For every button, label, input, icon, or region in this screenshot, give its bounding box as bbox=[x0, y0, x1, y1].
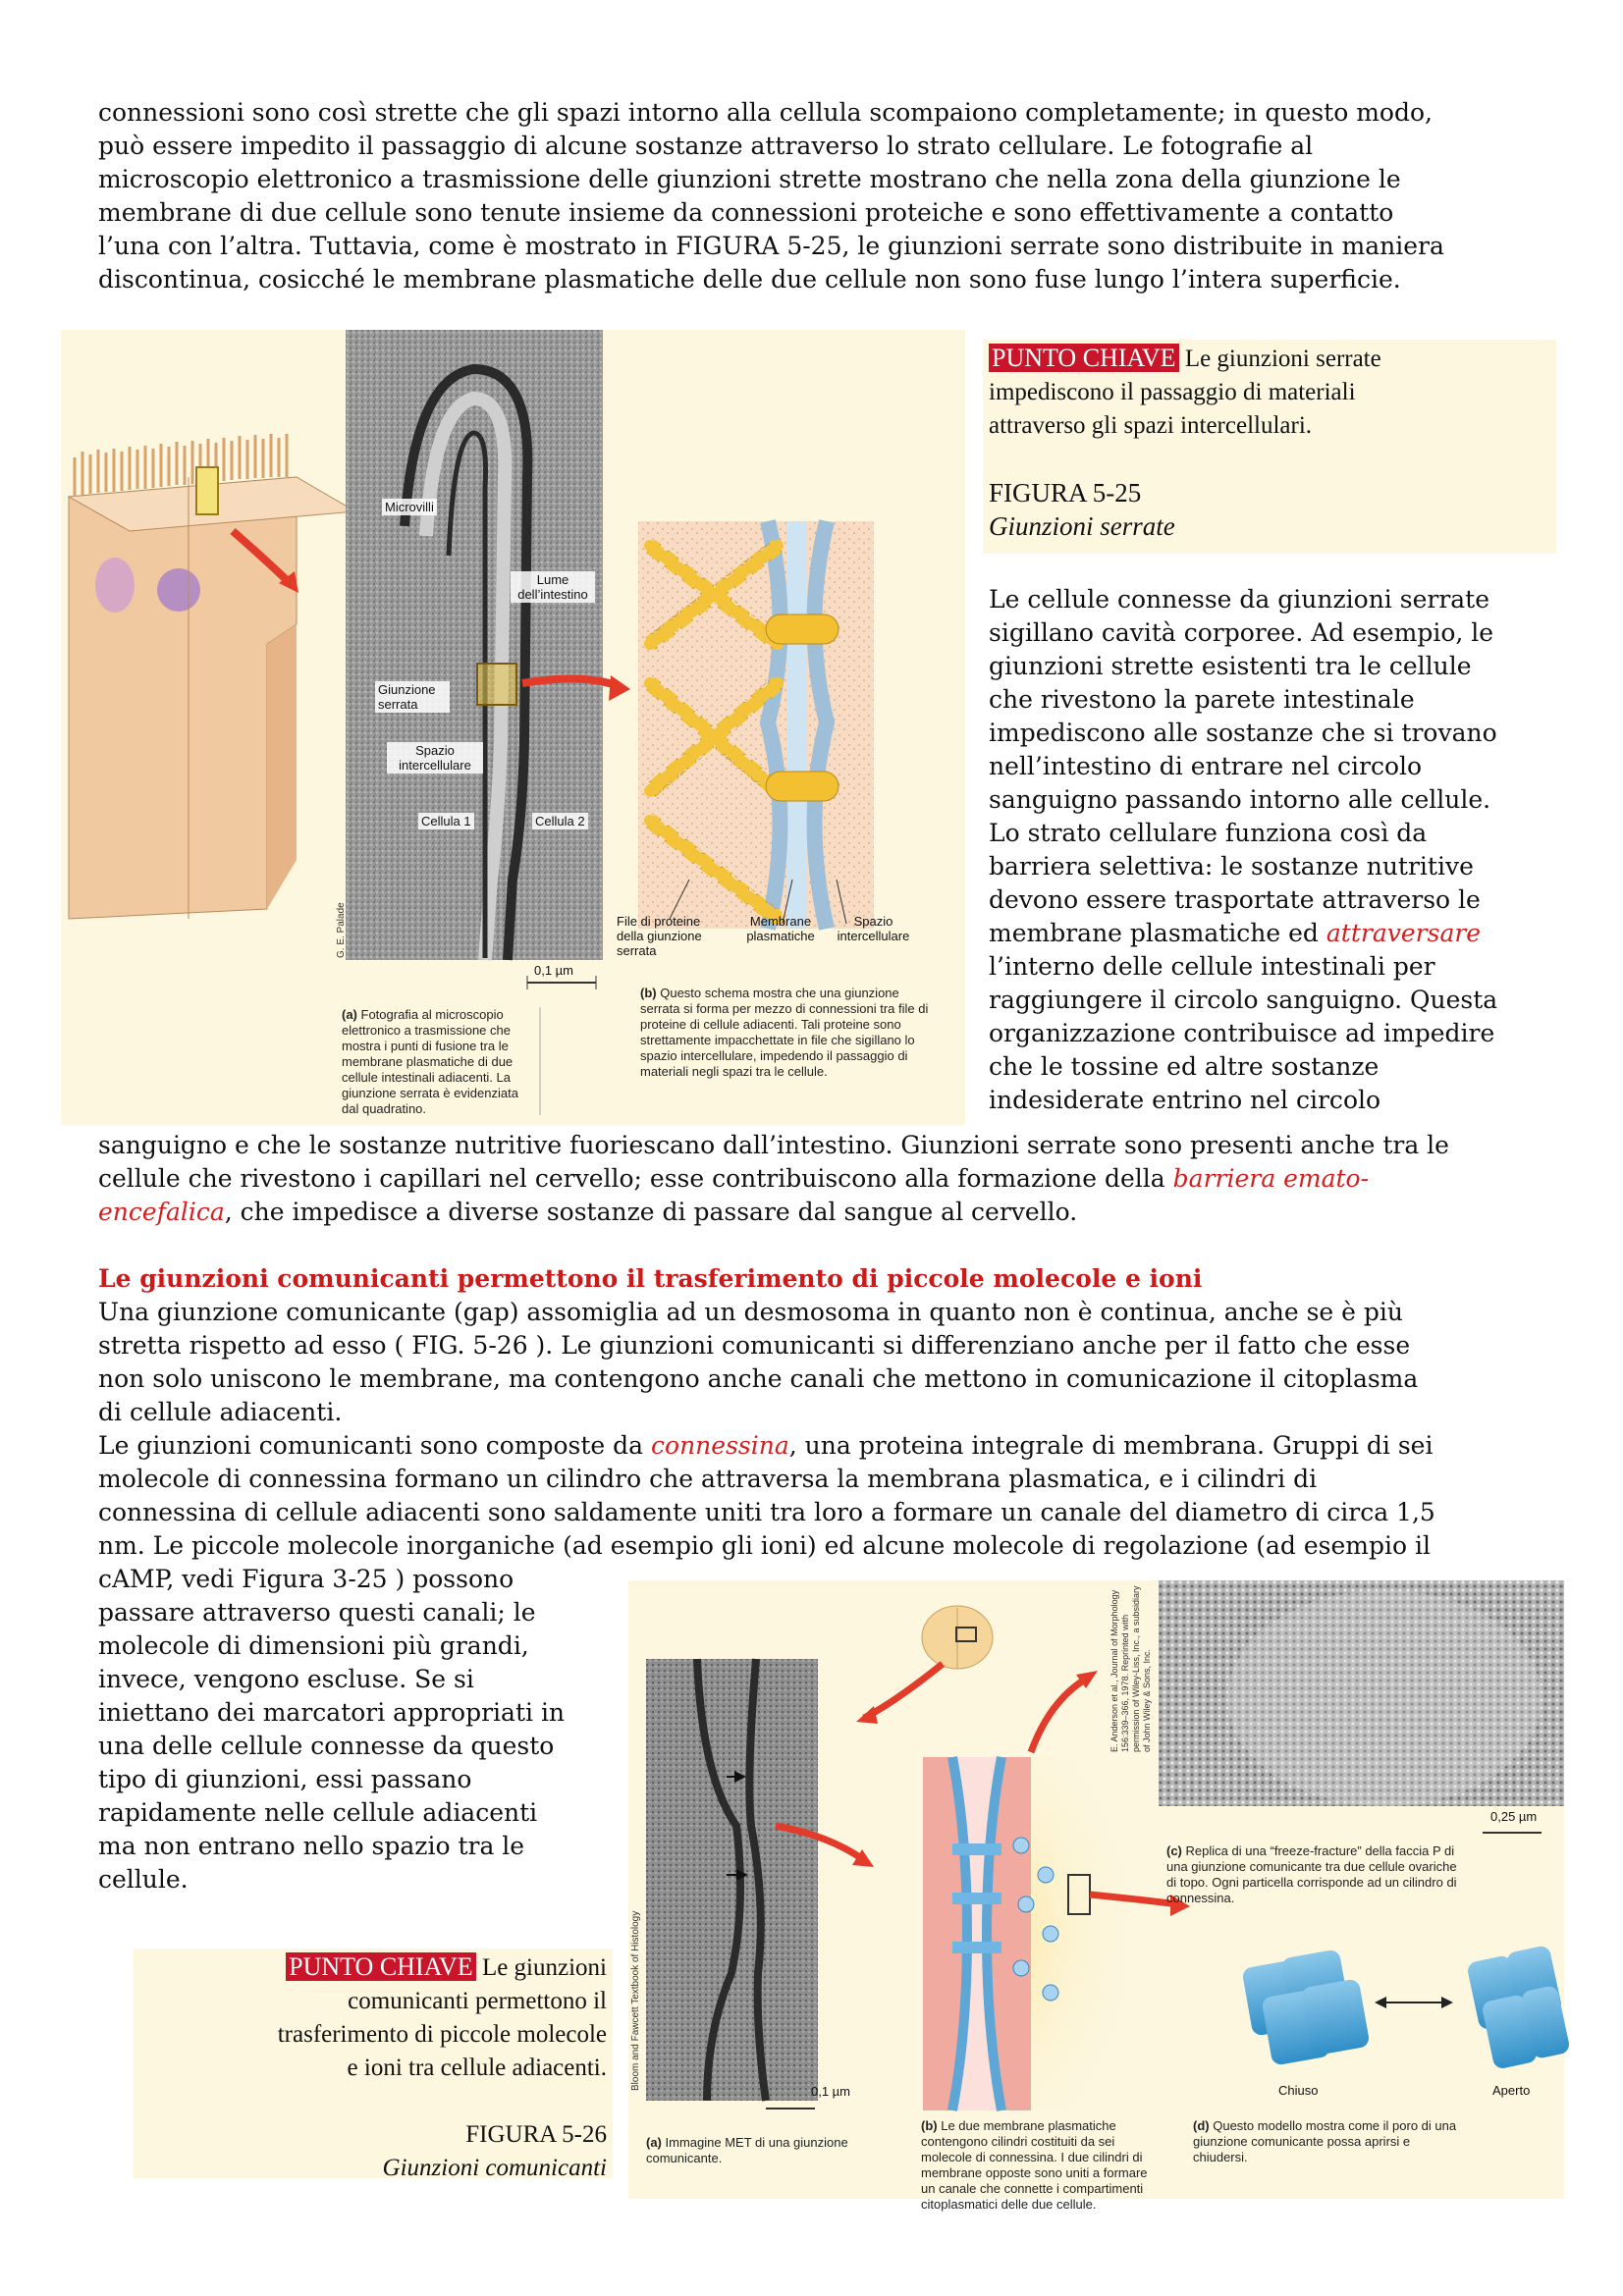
text-line: devono essere trasportate attraverso le bbox=[989, 885, 1481, 914]
text-span: Le giunzioni comunicanti sono composte da bbox=[98, 1431, 644, 1460]
key-point-line: trasferimento di piccole molecole bbox=[277, 2021, 607, 2048]
label-spazio-b: Spazio intercellulare bbox=[837, 914, 910, 943]
arrow-icon bbox=[864, 1664, 943, 1718]
text-line: nell’intestino di entrare nel circolo bbox=[989, 752, 1423, 780]
caption-text: Questo modello mostra come il poro di una giunzione comunicante possa aprirsi e chiudersi. bbox=[1193, 2118, 1457, 2164]
credit-c bbox=[1109, 1585, 1153, 1752]
text-span: membrane plasmatiche ed bbox=[989, 919, 1319, 947]
key-point-badge: PUNTO CHIAVE bbox=[989, 344, 1179, 372]
caption-text: Le due membrane plasmatiche contengono cilindri costituiti da sei molecole di connessina. I due cilindri di membrane opposte sono uniti a formare un canale che connette i compartimenti citoplasmatici delle due cellule. bbox=[921, 2118, 1148, 2212]
caption-b bbox=[640, 986, 933, 1080]
caption-tag: (a) bbox=[342, 1007, 357, 1022]
text-line: cellule. bbox=[98, 1865, 189, 1894]
caption-text: Questo schema mostra che una giunzione serrata si forma per mezzo di connessioni tra file di proteine di cellule adiacenti. Tali proteine sono strettamente impacchettate in file che sigillano lo spazio intercellulare, impedendo il passaggio di materiali negli spazi tra le cellule. bbox=[640, 986, 929, 1079]
text-line: connessioni sono così strette che gli spazi intorno alla cellula scompaiono completamente; in questo modo, bbox=[98, 98, 1433, 127]
caption-tag: (c) bbox=[1166, 1843, 1182, 1858]
caption-text: Replica di una “freeze-fracture” della faccia P di una giunzione comunicante tra due cellule ovariche di topo. Ogni particella corrisponde ad un cilindro di connessina. bbox=[1166, 1843, 1457, 1905]
text-line: Lo strato cellulare funziona così da bbox=[989, 819, 1428, 847]
text-line: che le tossine ed altre sostanze bbox=[989, 1052, 1380, 1081]
text-span: , una proteina integrale di membrana. Gruppi di sei bbox=[788, 1431, 1434, 1460]
label-open: Aperto bbox=[1492, 2083, 1531, 2098]
gap-junction-schematic bbox=[923, 1757, 1149, 2110]
text-span: cellule che rivestono i capillari nel cervello; esse contribuiscono alla formazione della bbox=[98, 1164, 1165, 1193]
figure-title: Giunzioni serrate bbox=[989, 511, 1175, 541]
double-arrow-icon bbox=[1375, 1997, 1453, 2008]
label-file-proteine: File di proteine della giunzione serrata bbox=[617, 914, 702, 958]
key-point-5-26 bbox=[134, 1949, 613, 2181]
text-line bbox=[98, 1196, 1551, 1229]
label-cellula-1: Cellula 1 bbox=[418, 813, 474, 829]
figure-number: FIGURA 5-26 bbox=[465, 2121, 607, 2148]
left-column-paragraph bbox=[98, 1563, 628, 1896]
top-paragraph bbox=[98, 96, 1542, 296]
caption-tag: (b) bbox=[921, 2118, 938, 2133]
section-gap-junctions bbox=[98, 1262, 1561, 1563]
credit-a: Bloom and Fawcett Textbook of Histology bbox=[630, 1910, 641, 2091]
micrograph-a bbox=[646, 1659, 818, 2101]
caption-tag: (a) bbox=[646, 2135, 662, 2150]
caption-text: Fotografia al microscopio elettronico a trasmissione che mostra i punti di fusione tra le membrane plasmatiche di due cellule intestinali adiacenti. La giunzione serrata è evidenziata dal quadratino. bbox=[342, 1007, 518, 1116]
text-line: non solo uniscono le membrane, ma contengono anche canali che mettono in comunicazione il citoplasma bbox=[98, 1364, 1419, 1393]
emphasis-barriera: barriera emato- bbox=[1172, 1164, 1370, 1193]
connexon-open bbox=[1466, 1945, 1571, 2070]
caption-b bbox=[921, 2118, 1157, 2213]
key-point-line: Le giunzioni bbox=[481, 1954, 607, 1981]
key-point-text: Le giunzioni serrate impediscono il passaggio di materiali attraverso gli spazi intercellulari. bbox=[989, 346, 1381, 439]
tight-junction-schematic bbox=[638, 521, 874, 929]
text-line: una delle cellule connesse da questo bbox=[98, 1732, 555, 1760]
key-point-line: comunicanti permettono il bbox=[348, 1988, 607, 2014]
text-line: molecole di connessina formano un cilindro che attraversa la membrana plasmatica, e i cilindri di bbox=[98, 1465, 1318, 1493]
text-line: che rivestono la parete intestinale bbox=[989, 685, 1415, 714]
text-line: impediscono alle sostanze che si trovano bbox=[989, 719, 1497, 747]
text-line: può essere impedito il passaggio di alcune sostanze attraverso lo strato cellulare. Le fotografie al bbox=[98, 132, 1314, 160]
epithelial-cell-drawing bbox=[69, 434, 355, 919]
text-line: barriera selettiva: le sostanze nutritive bbox=[989, 852, 1474, 881]
credit-c-text: E. Anderson et al., Journal of Morphology 156:339–366, 1978. Reprinted with permission of Wiley-Liss, Inc., a subsidiary of John Wiley & Sons, Inc. bbox=[1109, 1585, 1152, 1752]
caption-tag: (d) bbox=[1193, 2118, 1210, 2133]
key-point-5-25 bbox=[983, 340, 1556, 554]
scale-label-a: 0,1 µm bbox=[811, 2084, 851, 2099]
text-line bbox=[98, 1162, 1551, 1196]
text-line: stretta rispetto ad esso ( FIG. 5-26 ). Le giunzioni comunicanti si differenziano anche per il fatto che esse bbox=[98, 1331, 1411, 1360]
label-spazio-intercellulare: Spazio intercellulare bbox=[387, 742, 483, 774]
text-line: organizzazione contribuisce ad impedire bbox=[989, 1019, 1495, 1047]
text-line: Una giunzione comunicante (gap) assomiglia ad un desmosoma in quanto non è continua, anche se è più bbox=[98, 1298, 1403, 1326]
text-line: tipo di giunzioni, essi passano bbox=[98, 1765, 472, 1793]
figure-5-26 bbox=[628, 1580, 1564, 2212]
label-microvilli: Microvilli bbox=[382, 499, 437, 515]
figure-number: FIGURA 5-25 bbox=[989, 478, 1142, 507]
text-line: discontinua, cosicché le membrane plasmatiche delle due cellule non sono fuse lungo l’intera superficie. bbox=[98, 265, 1401, 294]
scale-label-a: 0,1 µm bbox=[534, 963, 574, 978]
text-line: membrane di due cellule sono tenute insieme da connessioni proteiche e sono effettivamente a contatto bbox=[98, 198, 1394, 227]
text-line: nm. Le piccole molecole inorganiche (ad esempio gli ioni) ed alcune molecole di regolazione (ad esempio il bbox=[98, 1531, 1431, 1560]
text-line: invece, vengono escluse. Se si bbox=[98, 1665, 474, 1693]
text-line: cAMP, vedi Figura 3-25 ) possono bbox=[98, 1565, 514, 1593]
label-lume: Lume dell’intestino bbox=[511, 571, 595, 603]
text-line: sigillano cavità corporee. Ad esempio, le bbox=[989, 618, 1494, 647]
micrograph-a bbox=[346, 330, 603, 960]
text-line: sanguigno passando intorno alle cellule. bbox=[989, 785, 1491, 814]
text-line: iniettano dei marcatori appropriati in bbox=[98, 1698, 566, 1727]
text-line: ma non entrano nello spazio tra le bbox=[98, 1832, 525, 1860]
text-line bbox=[989, 917, 1544, 950]
section-heading: Le giunzioni comunicanti permettono il trasferimento di piccole molecole e ioni bbox=[98, 1264, 1203, 1293]
text-line: l’una con l’altra. Tuttavia, come è mostrato in FIGURA 5-25, le giunzioni serrate sono distribuite in maniera bbox=[98, 232, 1444, 260]
text-span: , che impedisce a diverse sostanze di passare dal sangue al cervello. bbox=[224, 1198, 1078, 1226]
caption-d bbox=[1193, 2118, 1458, 2165]
text-line bbox=[98, 1429, 1561, 1463]
label-closed: Chiuso bbox=[1278, 2083, 1319, 2098]
text-line: passare attraverso questi canali; le bbox=[98, 1598, 536, 1627]
connexon-closed bbox=[1241, 1949, 1370, 2065]
text-line: di cellule adiacenti. bbox=[98, 1398, 343, 1426]
key-point-line: e ioni tra cellule adiacenti. bbox=[347, 2055, 607, 2081]
label-giunzione-serrata: Giunzione serrata bbox=[375, 681, 450, 713]
text-line: connessina di cellule adiacenti sono saldamente uniti tra loro a formare un canale del diametro di circa 1,5 bbox=[98, 1498, 1435, 1526]
scale-label-c: 0,25 µm bbox=[1490, 1809, 1538, 1824]
caption-tag: (b) bbox=[640, 986, 657, 1000]
side-paragraph bbox=[989, 583, 1544, 1117]
caption-a bbox=[342, 1007, 530, 1117]
text-line: molecole di dimensioni più grandi, bbox=[98, 1631, 529, 1660]
emphasis-attraversare: attraversare bbox=[1325, 919, 1482, 947]
text-line: microscopio elettronico a trasmissione delle giunzioni strette mostrano che nella zona della giunzione le bbox=[98, 165, 1401, 193]
caption-a bbox=[646, 2135, 901, 2166]
caption-c bbox=[1166, 1843, 1461, 1906]
figure-title: Giunzioni comunicanti bbox=[382, 2155, 607, 2181]
emphasis-connessina: connessina bbox=[651, 1431, 789, 1460]
text-line: indesiderate entrino nel circolo bbox=[989, 1086, 1381, 1114]
figure-5-25 bbox=[61, 330, 965, 1125]
text-line: Le cellule connesse da giunzioni serrate bbox=[989, 585, 1490, 614]
credit-palade: G. E. Palade bbox=[336, 902, 347, 958]
caption-text: Immagine MET di una giunzione comunicante. bbox=[646, 2135, 848, 2165]
label-membrane: Membrane plasmatiche bbox=[746, 914, 815, 943]
text-line: rapidamente nelle cellule adiacenti bbox=[98, 1798, 538, 1827]
key-point-badge: PUNTO CHIAVE bbox=[286, 1952, 476, 1981]
text-line: giunzioni strette esistenti tra le cellule bbox=[989, 652, 1472, 680]
label-cellula-2: Cellula 2 bbox=[532, 813, 588, 829]
text-line: l’interno delle cellule intestinali per bbox=[989, 952, 1435, 981]
continuation-paragraph bbox=[98, 1129, 1551, 1229]
emphasis-encefalica: encefalica bbox=[98, 1198, 225, 1226]
text-line: sanguigno e che le sostanze nutritive fuoriescano dall’intestino. Giunzioni serrate sono presenti anche tra le bbox=[98, 1131, 1449, 1159]
text-line: raggiungere il circolo sanguigno. Questa bbox=[989, 986, 1498, 1014]
arrow-icon bbox=[1031, 1677, 1090, 1752]
